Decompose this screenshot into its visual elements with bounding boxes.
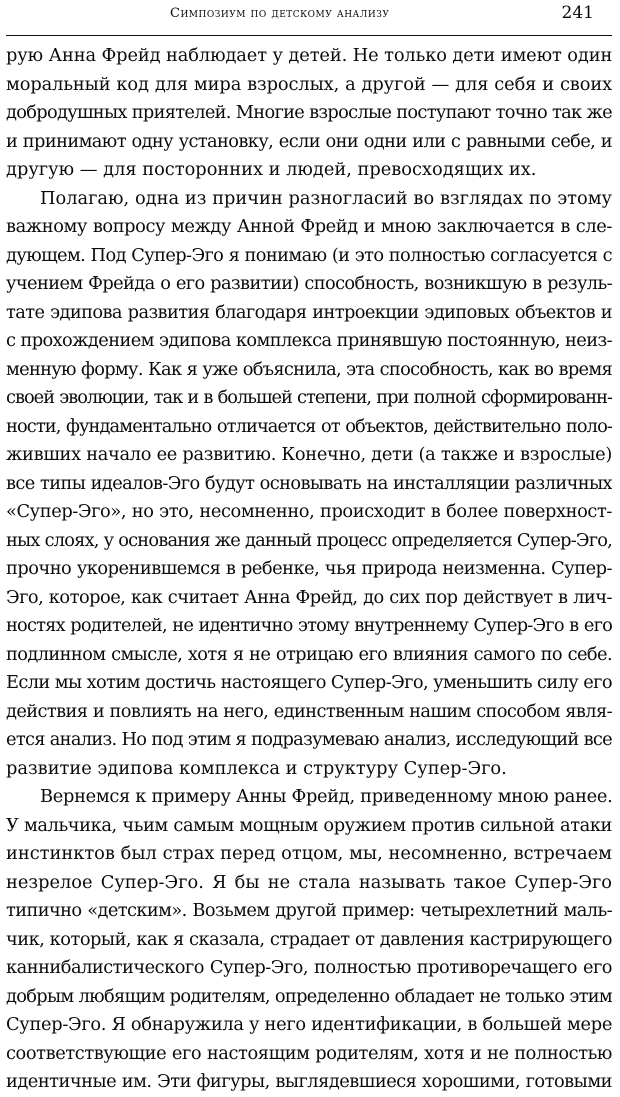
text-line: все типы идеалов-Эго будут основывать на инсталляции различных bbox=[6, 472, 612, 494]
header-rule bbox=[6, 35, 612, 36]
text-line: типично «детским». Возьмем другой пример: четырехлетний маль- bbox=[6, 900, 612, 921]
text-line: важному вопросу между Анной Фрейд и мною заключается в сле- bbox=[6, 216, 612, 237]
running-head: Симпозиум по детскому анализу bbox=[170, 6, 390, 21]
text-line: Эго, которое, как считает Анна Фрейд, до сих пор действует в лич- bbox=[6, 586, 612, 608]
text-line: ных слоях, у основания же данный процесс определяется Супер-Эго, bbox=[6, 529, 612, 551]
text-line: добрым любящим родителям, определенно обладает не только этим bbox=[6, 985, 612, 1007]
text-line: и принимают одну установку, если они одни или с равными себе, и bbox=[6, 130, 612, 152]
text-line: действия и повлиять на него, единственным нашим способом явля- bbox=[6, 700, 612, 722]
text-line: добродушных приятелей. Многие взрослые поступают точно так же bbox=[6, 102, 612, 123]
text-line: незрелое Супер-Эго. Я бы не стала называть такое Супер-Эго bbox=[6, 871, 612, 893]
text-line: своей эволюции, так и в большей степени, при полной сформированн- bbox=[6, 387, 612, 408]
text-line: рую Анна Фрейд наблюдает у детей. Не только дети имеют один bbox=[6, 45, 612, 66]
text-line: другую — для посторонних и людей, превосходящих их. bbox=[6, 159, 537, 180]
text-line: тате эдипова развития благодаря интроекции эдиповых объектов и bbox=[6, 301, 612, 323]
text-line: ется анализ. Но под этим я подразумеваю анализ, исследующий все bbox=[6, 729, 612, 750]
text-line: Если мы хотим достичь настоящего Супер-Эго, уменьшить силу его bbox=[6, 672, 612, 693]
paragraph bbox=[6, 783, 612, 1097]
paragraph bbox=[6, 42, 612, 185]
paragraph bbox=[6, 185, 612, 784]
text-line: «Супер-Эго», но это, несомненно, происходит в более поверхност- bbox=[6, 501, 612, 522]
text-line: У мальчика, чьим самым мощным оружием против сильной атаки bbox=[6, 814, 612, 836]
text-line: ности, фундаментально отличается от объектов, действительно поло- bbox=[6, 415, 612, 437]
text-line: чик, который, как я сказала, страдает от давления кастрирующего bbox=[6, 928, 612, 950]
text-line: соответствующие его настоящим родителям, хотя и не полностью bbox=[6, 1042, 612, 1064]
text-line: инстинктов был страх перед отцом, мы, несомненно, встречаем bbox=[6, 843, 612, 864]
text-line: развитие эдипова комплекса и структуру Супер-Эго. bbox=[6, 757, 507, 779]
text-line: ностях родителей, не идентично этому внутреннему Супер-Эго в его bbox=[6, 615, 612, 636]
text-line: каннибалистического Супер-Эго, полностью противоречащего его bbox=[6, 957, 612, 978]
text-line: менную форму. Как я уже объяснила, эта способность, как во время bbox=[6, 358, 612, 380]
text-line: Супер-Эго. Я обнаружила у него идентификации, в большей мере bbox=[6, 1014, 612, 1035]
text-line: моральный код для мира взрослых, а другой — для себя и своих bbox=[6, 73, 612, 95]
body-text bbox=[6, 42, 612, 1097]
text-line: Вернемся к примеру Анны Фрейд, приведенному мною ранее. bbox=[40, 786, 612, 807]
text-line: учением Фрейда о его развитии) способность, возникшую в резуль- bbox=[6, 273, 612, 294]
text-line: прочно укоренившемся в ребенке, чья природа неизменна. Супер- bbox=[6, 558, 612, 579]
text-line: дующем. Под Супер-Эго я понимаю (и это полностью согласуется с bbox=[6, 244, 612, 266]
text-line: с прохождением эдипова комплекса принявшую постоянную, неиз- bbox=[6, 330, 612, 351]
text-line: подлинном смысле, хотя я не отрицаю его влияния самого по себе. bbox=[6, 643, 612, 665]
text-line: идентичные им. Эти фигуры, выглядевшиеся хорошими, готовыми bbox=[6, 1071, 612, 1092]
text-line: Полагаю, одна из причин разногласий во взглядах по этому bbox=[40, 187, 612, 209]
page-number: 241 bbox=[561, 3, 594, 23]
text-line: живших начало ее развитию. Конечно, дети (а также и взрослые) bbox=[6, 444, 612, 465]
